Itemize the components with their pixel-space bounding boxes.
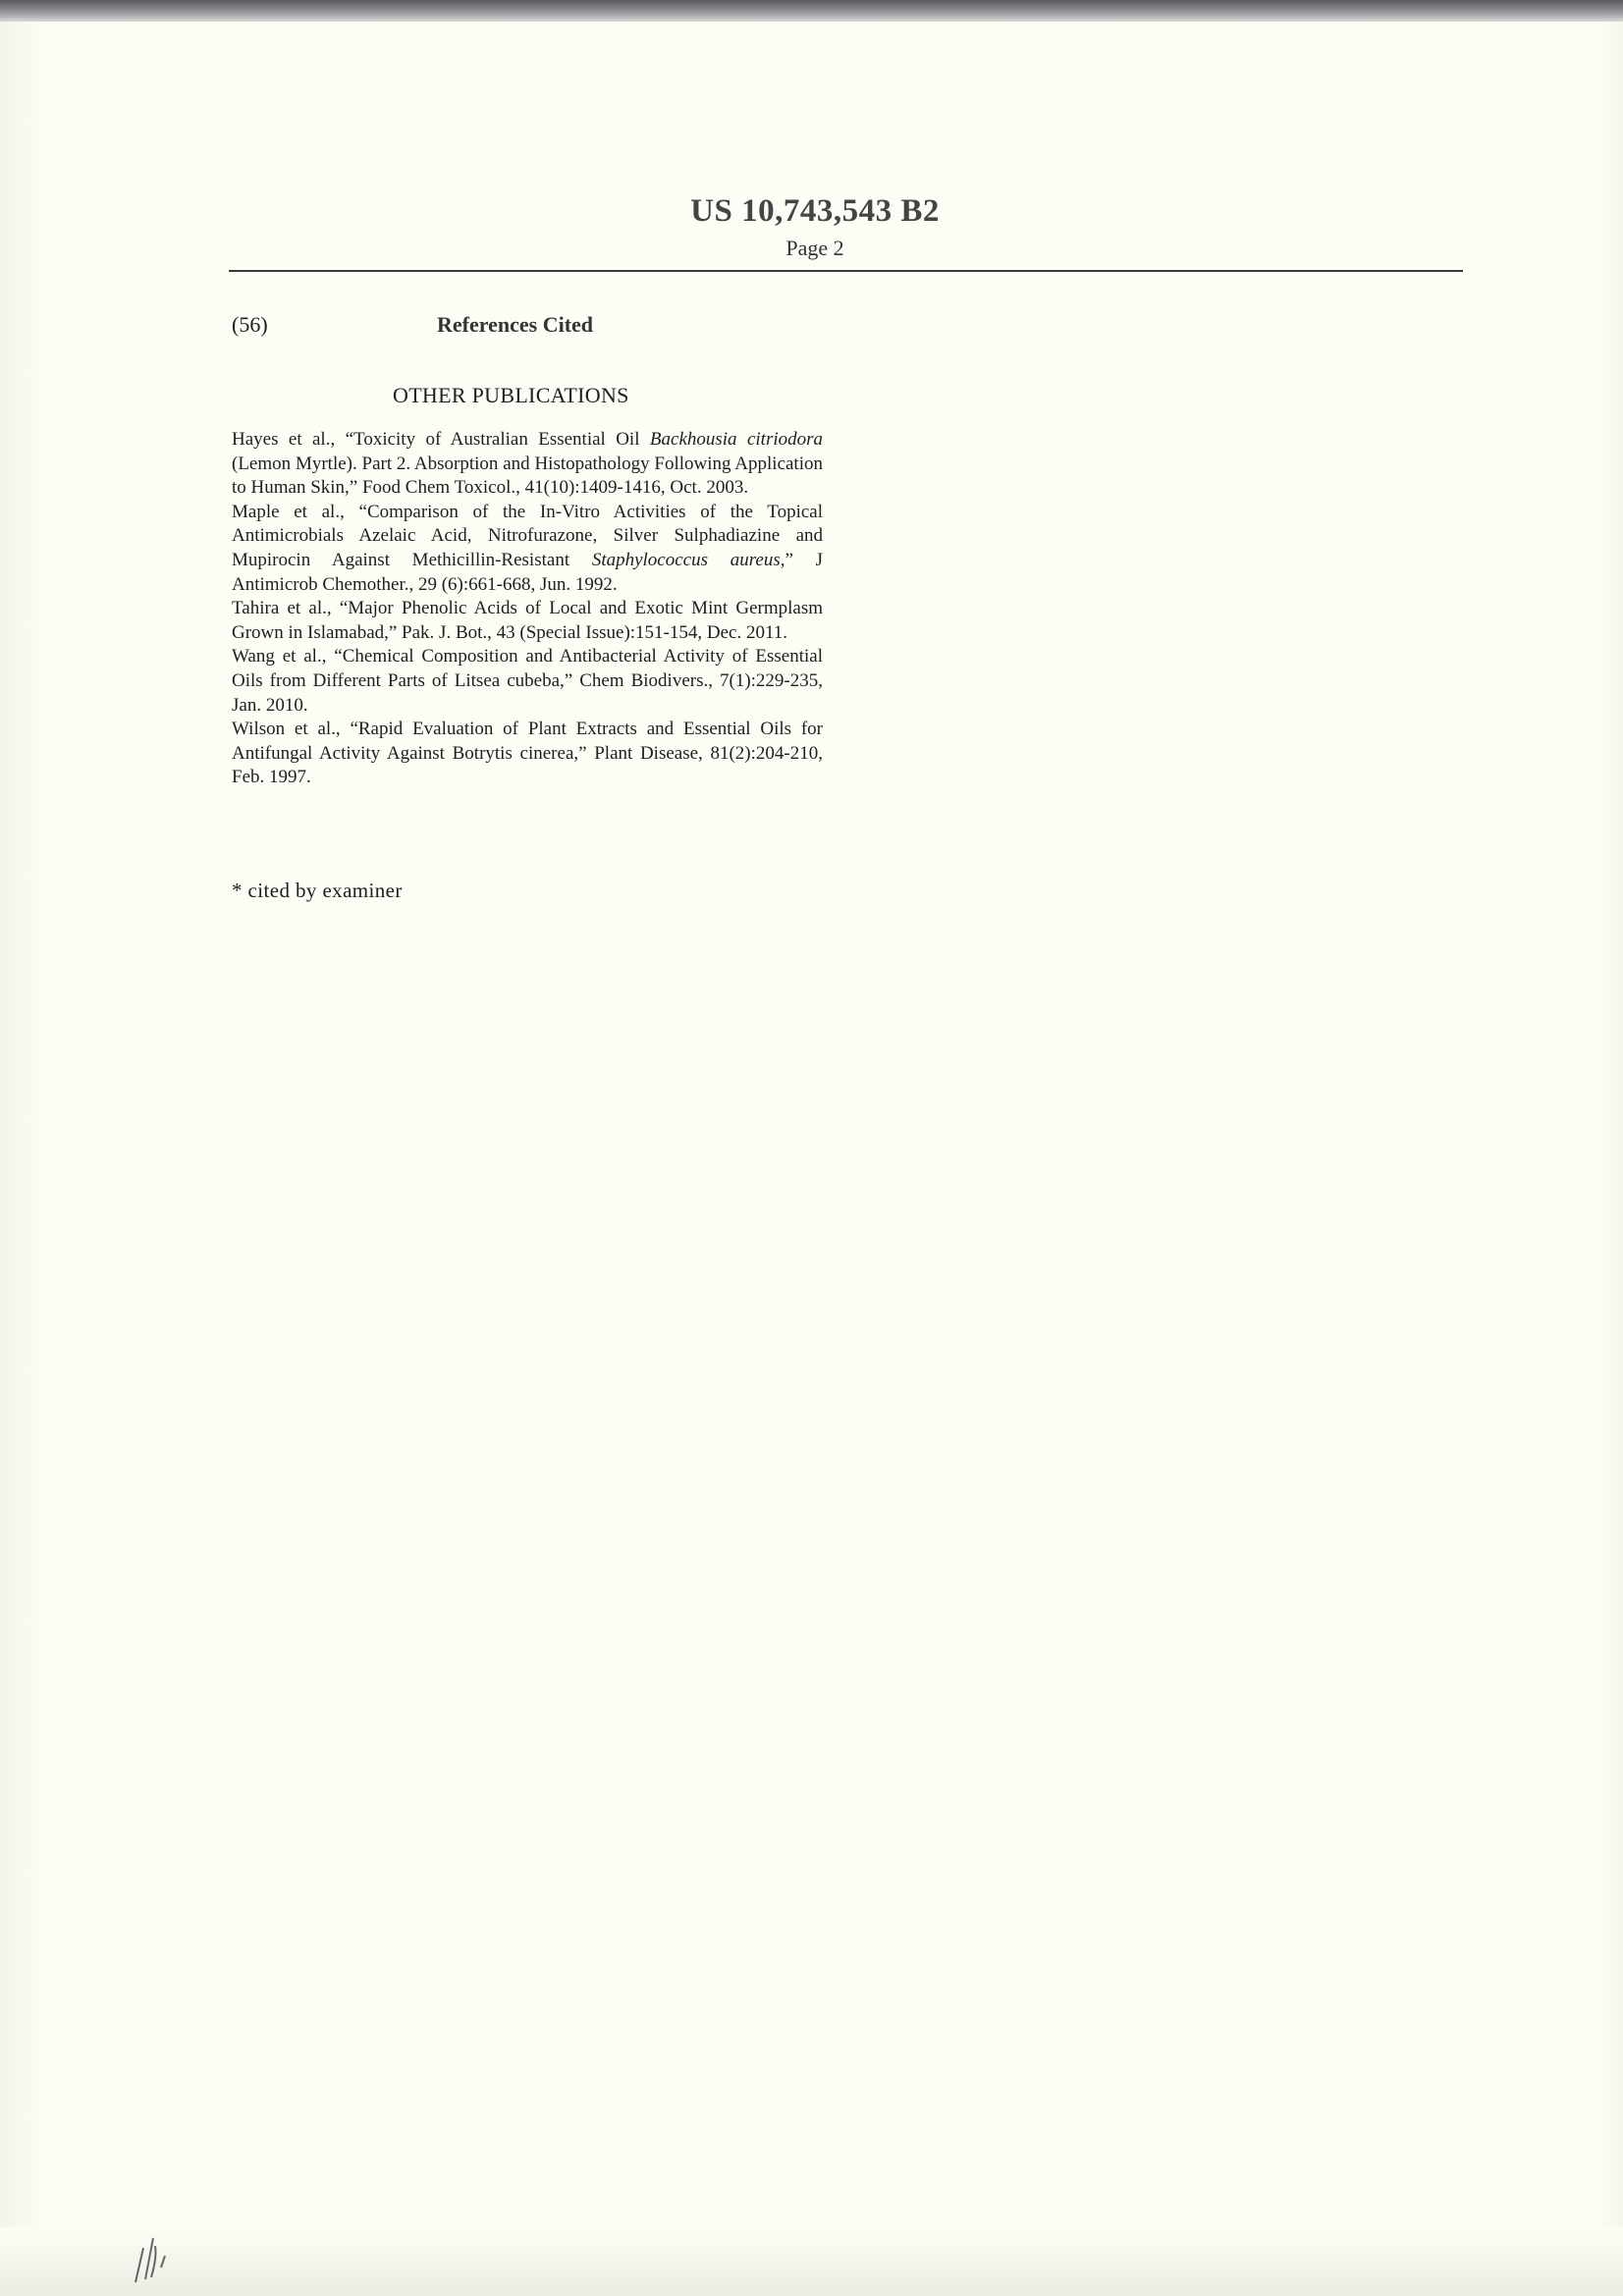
reference-text: (Lemon Myrtle). Part 2. Absorption and Histopathology Following Application to Human Skin,” Food Chem Toxicol., 41(10):1409-1416, Oct. 2003. [232, 453, 823, 499]
section-title: References Cited [437, 312, 594, 337]
reference-text: Hayes et al., “Toxicity of Australian Essential Oil [232, 429, 650, 450]
reference-text: Wilson et al., “Rapid Evaluation of Plant Extracts and Essential Oils for Antifungal Activity Against Botrytis cinerea,” Plant Disease, 81(2):204-210, Feb. 1997. [232, 719, 823, 788]
reference-list [232, 428, 823, 790]
reference-item [232, 597, 823, 645]
reference-text: Wang et al., “Chemical Composition and Antibacterial Activity of Essential Oils from Different Parts of Litsea cubeba,” Chem Biodivers., 7(1):229-235, Jan. 2010. [232, 646, 823, 716]
handwritten-mark [126, 2228, 185, 2287]
scan-bottom-edge [0, 2227, 1623, 2296]
reference-text: Tahira et al., “Major Phenolic Acids of Local and Exotic Mint Germplasm Grown in Islamabad,” Pak. J. Bot., 43 (Special Issue):151-154, Dec. 2011. [232, 598, 823, 643]
reference-item [232, 501, 823, 597]
header-divider [229, 270, 1463, 272]
reference-item [232, 718, 823, 790]
reference-text: ,” J Antimicrob Chemother., 29 (6):661-668, Jun. 1992. [232, 549, 823, 595]
reference-item [232, 645, 823, 718]
scan-left-shadow [0, 22, 45, 2296]
page-number: Page 2 [785, 236, 844, 260]
examiner-footnote: * cited by examiner [232, 879, 403, 902]
scan-right-edge [1594, 22, 1623, 2296]
scan-top-edge [0, 0, 1623, 22]
patent-number: US 10,743,543 B2 [690, 193, 940, 229]
reference-text: Maple et al., “Comparison of the In-Vitro Activities of the Topical Antimicrobials Azelaic Acid, Nitrofurazone, Silver Sulphadiazine and Mupirocin Against Methicillin-Resistant [232, 501, 823, 570]
section-number: (56) [232, 312, 268, 337]
reference-italic-text: Backhousia citriodora [649, 429, 824, 450]
subsection-title: OTHER PUBLICATIONS [393, 383, 629, 407]
reference-item [232, 428, 823, 501]
reference-italic-text: Staphylococcus aureus [591, 549, 781, 570]
